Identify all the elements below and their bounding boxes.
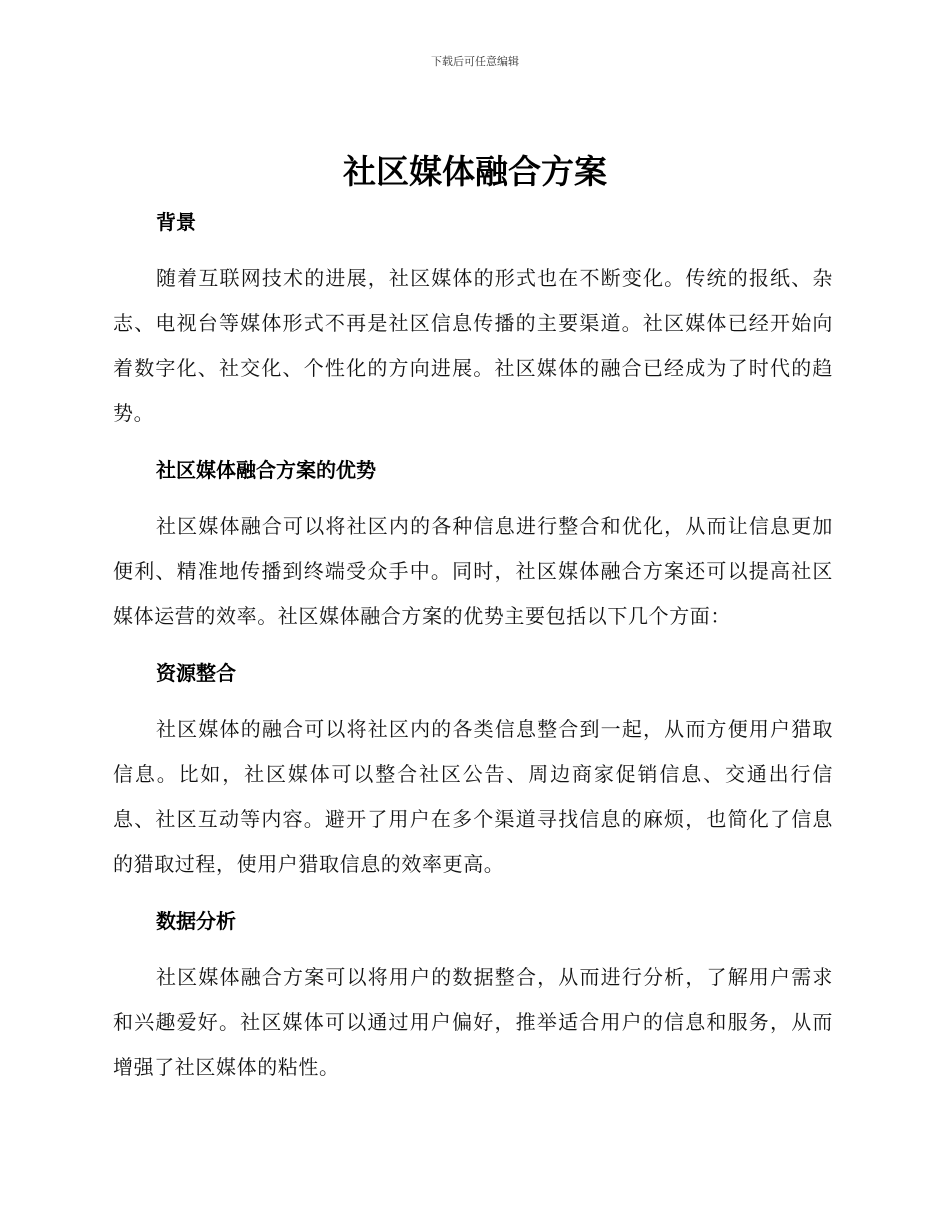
- section-heading: 数据分析: [156, 909, 236, 933]
- section-paragraph: 随着互联网技术的进展，社区媒体的形式也在不断变化。传统的报纸、杂志、电视台等媒体形式不再是社区信息传播的主要渠道。社区媒体已经开始向着数字化、社交化、个性化的方向进展。社区媒体的融合已经成为了时代的趋势。: [113, 266, 833, 425]
- document-title: 社区媒体融合方案: [343, 152, 607, 191]
- section-paragraph: 社区媒体的融合可以将社区内的各类信息整合到一起，从而方便用户猎取信息。比如，社区媒体可以整合社区公告、周边商家促销信息、交通出行信息、社区互动等内容。避开了用户在多个渠道寻找信息的麻烦，也简化了信息的猎取过程，使用户猎取信息的效率更高。: [113, 717, 833, 876]
- page-header-note: 下载后可任意编辑: [431, 55, 519, 68]
- section-background: [113, 200, 833, 436]
- section-paragraph: 社区媒体融合可以将社区内的各种信息进行整合和优化，从而让信息更加便利、精准地传播到终端受众手中。同时，社区媒体融合方案还可以提高社区媒体运营的效率。社区媒体融合方案的优势主要包括以下几个方面：: [113, 514, 833, 628]
- section-advantages: [113, 448, 833, 639]
- section-heading: 背景: [156, 210, 196, 234]
- document-body: [113, 200, 833, 1102]
- section-heading: 资源整合: [156, 661, 236, 685]
- section-data-analysis: [113, 899, 833, 1090]
- section-paragraph: 社区媒体融合方案可以将用户的数据整合，从而进行分析，了解用户需求和兴趣爱好。社区媒体可以通过用户偏好，推举适合用户的信息和服务，从而增强了社区媒体的粘性。: [113, 965, 833, 1079]
- section-resource-integration: [113, 651, 833, 887]
- section-heading: 社区媒体融合方案的优势: [156, 458, 376, 482]
